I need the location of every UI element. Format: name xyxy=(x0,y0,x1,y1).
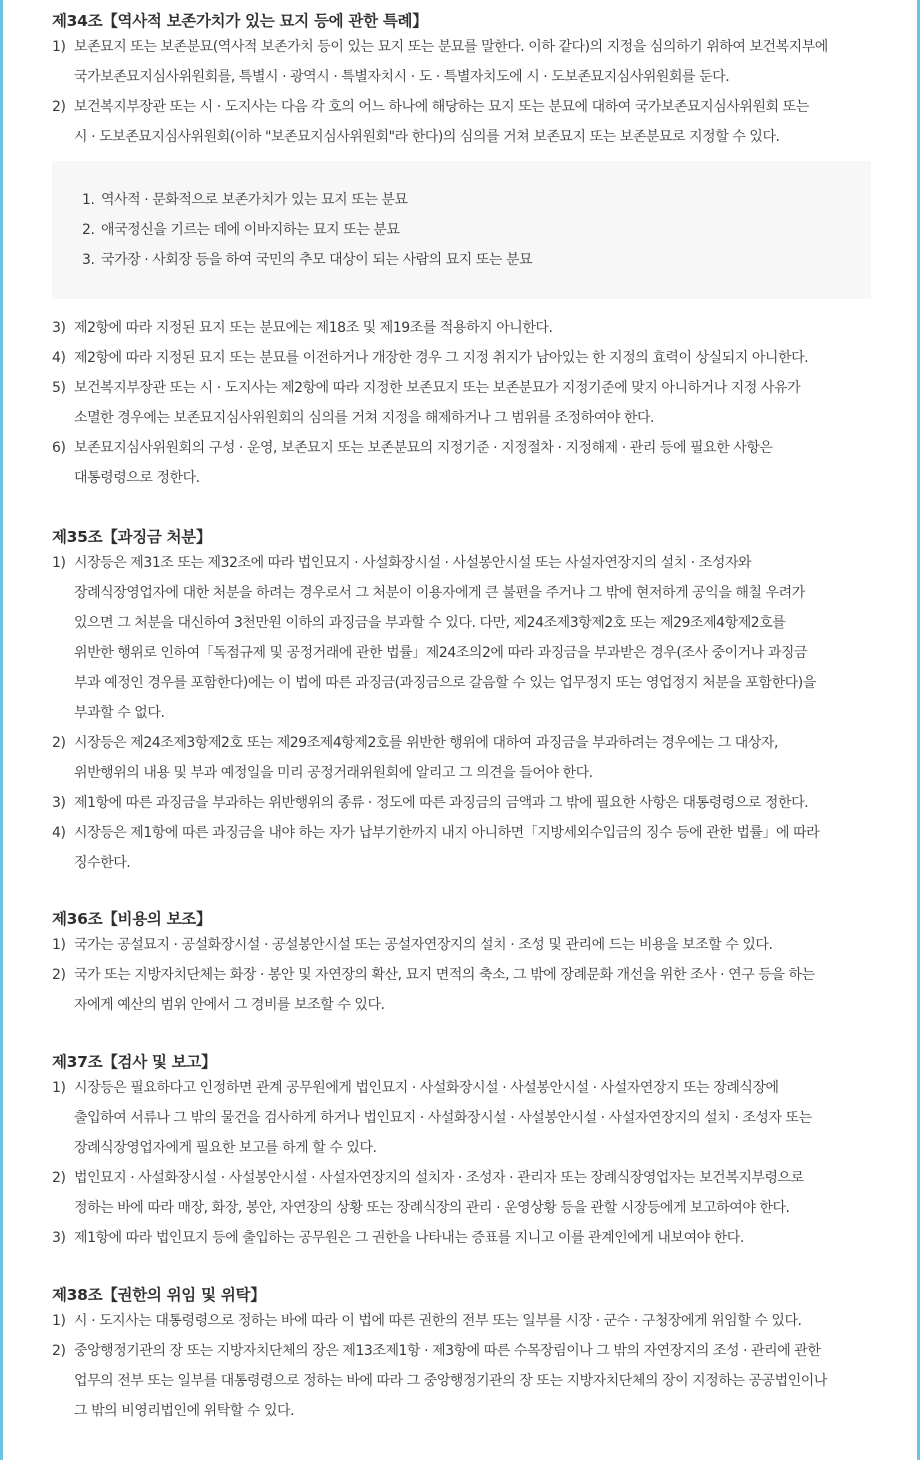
paragraph-number: 1) xyxy=(52,39,66,55)
paragraph xyxy=(52,1306,871,1336)
paragraph-line: 그 밖의 비영리법인에 위탁할 수 있다. xyxy=(74,1403,295,1419)
paragraph-line: 자에게 예산의 범위 안에서 그 경비를 보조할 수 있다. xyxy=(74,997,385,1013)
article-34 xyxy=(52,11,871,493)
article-title: 제34조【역사적 보존가치가 있는 묘지 등에 관한 특례】 xyxy=(52,12,428,30)
paragraph-line: 시장등은 제24조제3항제2호 또는 제29조제4항제2호를 위반한 행위에 대하여 과징금을 부과하려는 경우에는 그 대상자, xyxy=(74,735,778,751)
paragraph-number: 2) xyxy=(52,99,66,115)
paragraph-list xyxy=(52,32,871,152)
paragraph-line: 장례식장영업자에 대한 처분을 하려는 경우로서 그 처분이 이용자에게 큰 불편을 주거나 그 밖에 현저하게 공익을 해칠 우려가 xyxy=(74,585,805,601)
subitem-number: 3. xyxy=(82,252,95,268)
paragraph xyxy=(52,32,871,92)
paragraph-line: 제2항에 따라 지정된 묘지 또는 분묘를 이전하거나 개장한 경우 그 지정 취지가 남아있는 한 지정의 효력이 상실되지 아니한다. xyxy=(74,350,809,366)
paragraph xyxy=(52,1223,871,1253)
paragraph-number: 1) xyxy=(52,1313,66,1329)
paragraph xyxy=(52,1336,871,1426)
article-36 xyxy=(52,909,871,1020)
paragraph xyxy=(52,930,871,960)
paragraph xyxy=(52,92,871,152)
paragraph xyxy=(52,373,871,433)
subitem xyxy=(82,245,871,275)
paragraph-list xyxy=(52,548,871,878)
paragraph-line: 보건복지부장관 또는 시 · 도지사는 제2항에 따라 지정한 보존묘지 또는 보존분묘가 지정기준에 맞지 아니하거나 지정 사유가 xyxy=(74,380,801,396)
paragraph-line: 법인묘지 · 사설화장시설 · 사설봉안시설 · 사설자연장지의 설치자 · 조성자 · 관리자 또는 장례식장영업자는 보건복지부령으로 xyxy=(74,1170,804,1186)
paragraph-line: 시 · 도지사는 대통령령으로 정하는 바에 따라 이 법에 따른 권한의 전부 또는 일부를 시장 · 군수 · 구청장에게 위임할 수 있다. xyxy=(74,1313,802,1329)
paragraph-line: 중앙행정기관의 장 또는 지방자치단체의 장은 제13조제1항 · 제3항에 따른 수목장림이나 그 밖의 자연장지의 조성 · 관리에 관한 xyxy=(74,1343,821,1359)
subitem-box xyxy=(52,161,871,299)
paragraph-number: 2) xyxy=(52,735,66,751)
article-title: 제36조【비용의 보조】 xyxy=(52,910,212,928)
paragraph xyxy=(52,548,871,728)
paragraph-line: 부과 예정인 경우를 포함한다)에는 이 법에 따른 과징금(과징금으로 갈음할 수 있는 업무정지 또는 영업정지 처분을 포함한다)을 xyxy=(74,675,816,691)
paragraph xyxy=(52,728,871,788)
paragraph-number: 2) xyxy=(52,1170,66,1186)
paragraph-number: 1) xyxy=(52,555,66,571)
subitem-number: 1. xyxy=(82,192,95,208)
subitem-text: 국가장 · 사회장 등을 하여 국민의 추모 대상이 되는 사람의 묘지 또는 분묘 xyxy=(101,252,533,268)
article-35 xyxy=(52,527,871,878)
paragraph xyxy=(52,1163,871,1223)
paragraph-line: 업무의 전부 또는 일부를 대통령령으로 정하는 바에 따라 그 중앙행정기관의 장 또는 지방자치단체의 장이 지정하는 공공법인이나 xyxy=(74,1373,827,1389)
paragraph xyxy=(52,960,871,1020)
subitem-number: 2. xyxy=(82,222,95,238)
paragraph-number: 6) xyxy=(52,440,66,456)
paragraph-line: 제1항에 따른 과징금을 부과하는 위반행위의 종류 · 정도에 따른 과징금의 금액과 그 밖에 필요한 사항은 대통령령으로 정한다. xyxy=(74,795,809,811)
paragraph-line: 있으면 그 처분을 대신하여 3천만원 이하의 과징금을 부과할 수 있다. 다만, 제24조제3항제2호 또는 제29조제4항제2호를 xyxy=(74,615,786,631)
article-title: 제37조【검사 및 보고】 xyxy=(52,1053,217,1071)
paragraph-line: 제1항에 따라 법인묘지 등에 출입하는 공무원은 그 권한을 나타내는 증표를 지니고 이를 관계인에게 내보여야 한다. xyxy=(74,1230,744,1246)
paragraph-line: 제2항에 따라 지정된 묘지 또는 분묘에는 제18조 및 제19조를 적용하지 아니한다. xyxy=(74,320,553,336)
article-title: 제35조【과징금 처분】 xyxy=(52,528,212,546)
paragraph-number: 2) xyxy=(52,1343,66,1359)
paragraph-line: 보건복지부장관 또는 시 · 도지사는 다음 각 호의 어느 하나에 해당하는 묘지 또는 분묘에 대하여 국가보존묘지심사위원회 또는 xyxy=(74,99,809,115)
paragraph-line: 위반행위의 내용 및 부과 예정일을 미리 공정거래위원회에 알리고 그 의견을 들어야 한다. xyxy=(74,765,593,781)
paragraph-number: 1) xyxy=(52,937,66,953)
paragraph-number: 3) xyxy=(52,320,66,336)
paragraph-line: 정하는 바에 따라 매장, 화장, 봉안, 자연장의 상황 또는 장례식장의 관리 · 운영상황 등을 관할 시장등에게 보고하여야 한다. xyxy=(74,1200,790,1216)
paragraph xyxy=(52,313,871,343)
paragraph-line: 대통령령으로 정한다. xyxy=(74,470,200,486)
subitem xyxy=(82,185,871,215)
paragraph-line: 소멸한 경우에는 보존묘지심사위원회의 심의를 거쳐 지정을 해제하거나 그 범위를 조정하여야 한다. xyxy=(74,410,655,426)
subitem xyxy=(82,215,871,245)
paragraph-list xyxy=(52,930,871,1020)
paragraph xyxy=(52,818,871,878)
paragraph-line: 국가보존묘지심사위원회를, 특별시 · 광역시 · 특별자치시 · 도 · 특별자치도에 시 · 도보존묘지심사위원회를 둔다. xyxy=(74,69,730,85)
paragraph-line: 국가 또는 지방자치단체는 화장 · 봉안 및 자연장의 확산, 묘지 면적의 축소, 그 밖에 장례문화 개선을 위한 조사 · 연구 등을 하는 xyxy=(74,967,815,983)
paragraph-number: 3) xyxy=(52,1230,66,1246)
paragraph-line: 출입하여 서류나 그 밖의 물건을 검사하게 하거나 법인묘지 · 사설화장시설 · 사설봉안시설 · 사설자연장지의 설치 · 조성자 또는 xyxy=(74,1110,812,1126)
article-title: 제38조【권한의 위임 및 위탁】 xyxy=(52,1286,266,1304)
paragraph-line: 위반한 행위로 인하여「독점규제 및 공정거래에 관한 법률」제24조의2에 따라 과징금을 부과받은 경우(조사 중이거나 과징금 xyxy=(74,645,808,661)
paragraph-line: 시장등은 제1항에 따른 과징금을 내야 하는 자가 납부기한까지 내지 아니하면「지방세외수입금의 징수 등에 관한 법률」에 따라 xyxy=(74,825,820,841)
paragraph-line: 보존묘지심사위원회의 구성 · 운영, 보존묘지 또는 보존분묘의 지정기준 · 지정절차 · 지정해제 · 관리 등에 필요한 사항은 xyxy=(74,440,773,456)
subitem-text: 역사적 · 문화적으로 보존가치가 있는 묘지 또는 분묘 xyxy=(101,192,408,208)
paragraph-line: 징수한다. xyxy=(74,855,131,871)
paragraph-number: 4) xyxy=(52,350,66,366)
paragraph-line: 장례식장영업자에게 필요한 보고를 하게 할 수 있다. xyxy=(74,1140,377,1156)
article-38 xyxy=(52,1285,871,1426)
paragraph-line: 시장등은 제31조 또는 제32조에 따라 법인묘지 · 사설화장시설 · 사설봉안시설 또는 사설자연장지의 설치 · 조성자와 xyxy=(74,555,752,571)
paragraph-line: 보존묘지 또는 보존분묘(역사적 보존가치 등이 있는 묘지 또는 분묘를 말한다. 이하 같다)의 지정을 심의하기 위하여 보건복지부에 xyxy=(74,39,828,55)
subitem-text: 애국정신을 기르는 데에 이바지하는 묘지 또는 분묘 xyxy=(101,222,400,238)
paragraph-number: 3) xyxy=(52,795,66,811)
paragraph xyxy=(52,788,871,818)
paragraph-list xyxy=(52,1306,871,1426)
paragraph-list xyxy=(52,313,871,493)
paragraph xyxy=(52,1073,871,1163)
paragraph-line: 국가는 공설묘지 · 공설화장시설 · 공설봉안시설 또는 공설자연장지의 설치 · 조성 및 관리에 드는 비용을 보조할 수 있다. xyxy=(74,937,773,953)
paragraph-line: 부과할 수 없다. xyxy=(74,705,165,721)
paragraph-number: 2) xyxy=(52,967,66,983)
paragraph-line: 시장등은 필요하다고 인정하면 관계 공무원에게 법인묘지 · 사설화장시설 · 사설봉안시설 · 사설자연장지 또는 장례식장에 xyxy=(74,1080,779,1096)
paragraph xyxy=(52,433,871,493)
paragraph xyxy=(52,343,871,373)
paragraph-number: 1) xyxy=(52,1080,66,1096)
paragraph-number: 4) xyxy=(52,825,66,841)
article-37 xyxy=(52,1052,871,1253)
paragraph-line: 시 · 도보존묘지심사위원회(이하 "보존묘지심사위원회"라 한다)의 심의를 거쳐 보존묘지 또는 보존분묘로 지정할 수 있다. xyxy=(74,129,780,145)
paragraph-number: 5) xyxy=(52,380,66,396)
paragraph-list xyxy=(52,1073,871,1253)
